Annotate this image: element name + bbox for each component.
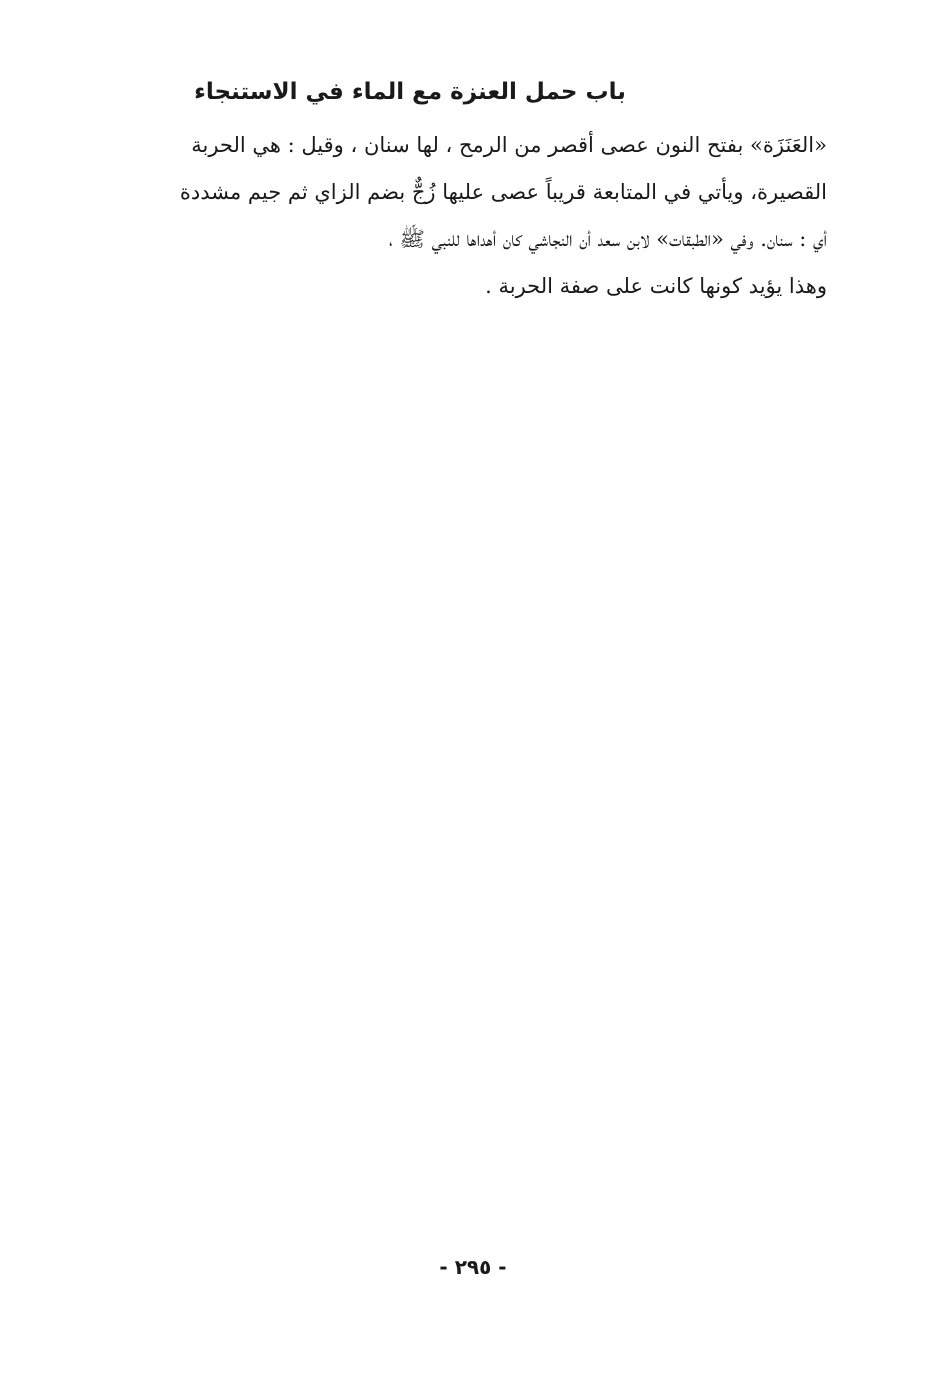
text-line-2: القصيرة، ويأتي في المتابعة قريباً عصى عليها زُجٌّ بضم الزاي ثم جيم مشددة — [179, 180, 827, 204]
text-line-3: أي : سنان. وفي «الطبقات» لابن سعد أن النجاشي كان أهداها للنبي ﷺ ، — [388, 227, 827, 251]
body-text — [155, 122, 827, 310]
page-heading: باب حمل العنزة مع الماء في الاستنجاء — [194, 79, 626, 105]
page-number: - ٢٩٥ - — [439, 1255, 507, 1279]
text-line-1: «العَنَزَة» بفتح النون عصى أقصر من الرمح ، لها سنان ، وقيل : هي الحربة — [191, 133, 827, 157]
text-line-4: وهذا يؤيد كونها كانت على صفة الحربة . — [485, 274, 827, 298]
